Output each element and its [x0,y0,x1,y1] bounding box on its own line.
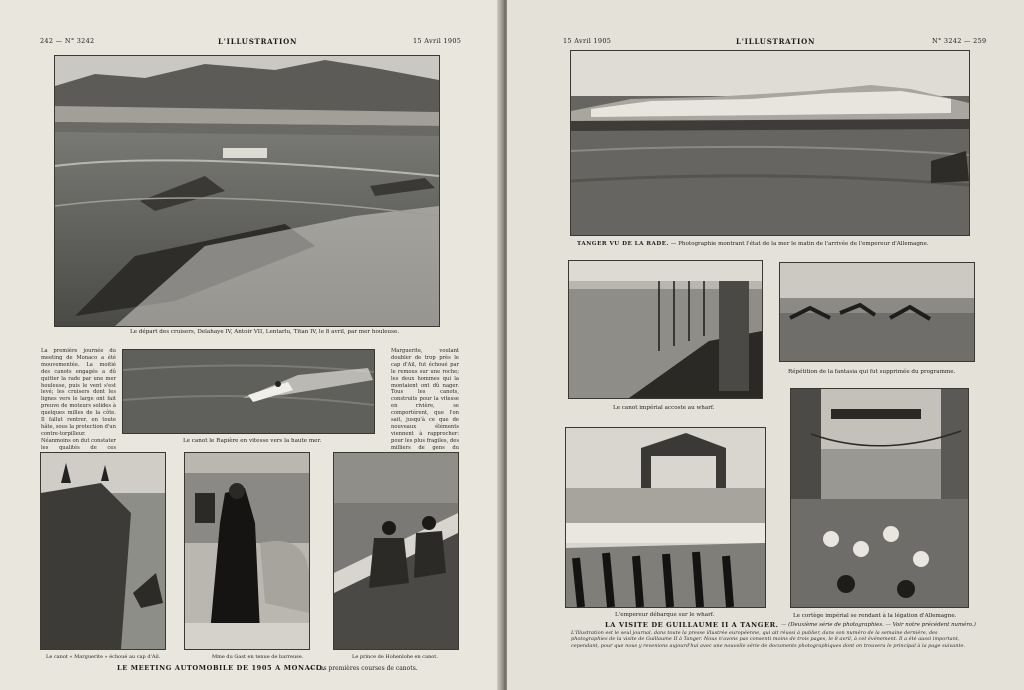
cruisers-caption: Le départ des cruisers, Delahaye IV, Antoir VII, Lentarlu, Titan IV, le 8 avril, par mer houleuse. [130,329,400,335]
left-page [0,0,503,690]
right-footer-note: L'Illustration est le seul journal, dans toute la presse illustrée européenne, qui ait réussi à publier, dans son numéro de la semaine dernière, des photographies de la visite de Guillaume II à Tanger. Nous n'avons pas consenti moins de trois pages, le 8 avril, à cet événement. Il a été aussi important, cependant, pour que nous y revenions aujourd'hui avec une nouvelle série de documents photographiques dont on trouvera le principal à la page suivante. [571,630,966,649]
left-page-number: 242 — N° 3242 [40,37,95,45]
right-footer-title: LA VISITE DE GUILLAUME II A TANGER. [605,621,779,629]
wharf-caption: Le canot impérial accoste au wharf. [613,405,715,411]
cortege-photo [790,388,969,608]
canoe-photo [122,349,375,434]
cruisers-photo [54,55,440,327]
fantasia-photo [779,262,975,362]
harbor-photo [570,50,970,236]
right-page-number: N° 3242 — 259 [932,37,987,45]
prince-photo [333,452,459,650]
left-date: 15 Avril 1905 [413,37,462,45]
cortege-caption: Le cortège impérial se rendant à la légation d'Allemagne. [793,613,957,619]
left-masthead: L'ILLUSTRATION [218,37,298,46]
right-masthead: L'ILLUSTRATION [736,37,816,46]
lady-caption: Mme du Gast en tenue de barreuse. [212,654,304,660]
marguerite-photo [40,452,166,650]
harbor-caption-title: TANGER VU DE LA RADE. [577,241,669,247]
harbor-caption-text: — Photographie montrant l'état de la mer le matin de l'arrivée de l'empereur d'Allemagne. [670,241,929,247]
fantasia-caption: Répétition de la fantasia qui fut supprimée du programme. [788,369,956,375]
article-text-left: La première journée du meeting de Monaco a été mouvementée. La moitié des canots engagés a dû quitter la rade par une mer houleuse, puis le vent s'est levé; les cruisers dont les lignes vers le large ont fait preuve de moteurs solides à quelques milles de la côte. Il fallut rentrer, en toute hâte, sous la protection d'un contre-torpilleur. Néanmoins on dut constater les qualités de ces [41,348,116,451]
article-text-right: Marguerite, voulant doubler de trop près le cap d'Ail, fut échoué par le remous sur une roche; les deux hommes qui la montaient ont dû nager. Tous les canots, construits pour la vitesse en rivière, se comportèrent, que l'on sait, jusqu'à ce que de nouveaux éléments viennent à rapprocher: pour les plus fragiles, des milliers de gens du [391,348,459,451]
landing-caption: L'empereur débarque sur le wharf. [615,612,715,618]
prince-caption: Le prince de Hohenlohe en canot. [352,654,438,660]
right-footer-subtitle: — (Deuxième série de photographies. — Voir notre précédent numéro.) [781,622,976,628]
right-date: 15 Avril 1905 [563,37,612,45]
wharf-photo [568,260,763,399]
left-footer-title: LE MEETING AUTOMOBILE DE 1905 A MONACO. [117,664,326,672]
harbor-caption [577,241,929,248]
marguerite-caption: Le canot « Marguerite » échoué au cap d'Ail. [46,654,161,660]
landing-photo [565,427,766,608]
lady-photo [184,452,310,650]
right-page [507,0,1024,690]
left-footer-subtitle: — Les premières courses de canots. [308,665,418,672]
canoe-caption: Le canot le Rapière en vitesse vers la haute mer. [183,438,322,444]
